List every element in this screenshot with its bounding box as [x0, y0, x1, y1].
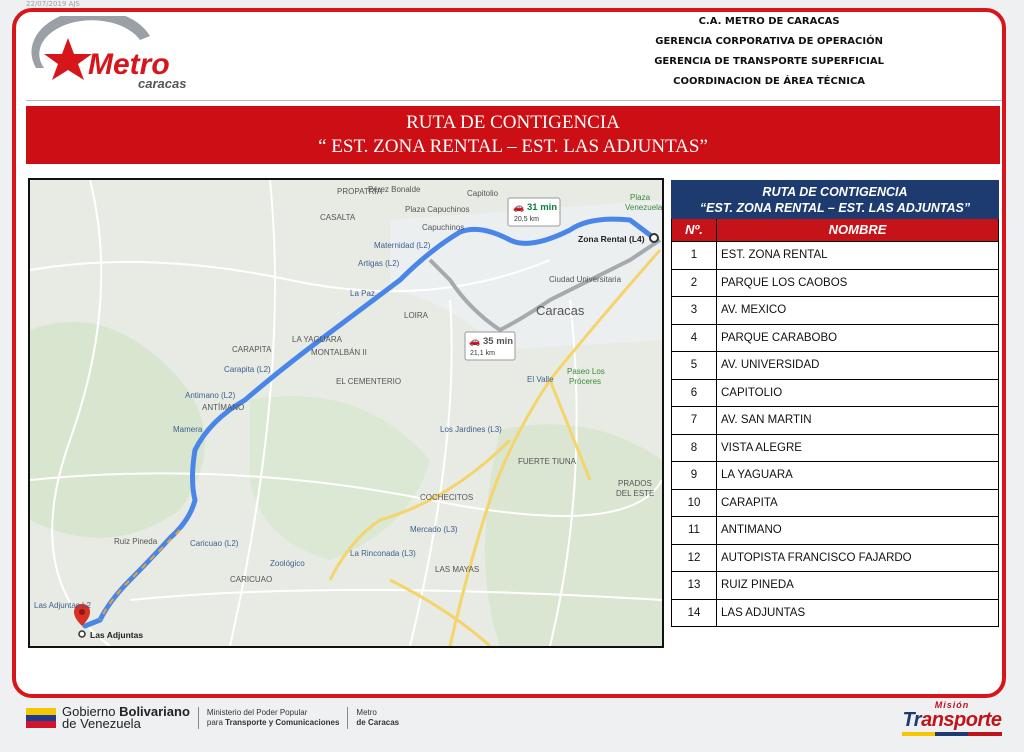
min-line-2b: Transporte y Comunicaciones [225, 718, 340, 727]
map-label: CARAPITA [232, 345, 272, 354]
table-row [671, 517, 999, 545]
map-label: La Paz [350, 289, 375, 298]
gob-line-1b: Bolivariano [119, 704, 190, 719]
map-label: Próceres [569, 377, 602, 386]
row-number: 3 [672, 297, 717, 324]
header-line-2: GERENCIA CORPORATIVA DE OPERACIÓN [655, 36, 883, 47]
map-label: PRADOS [618, 479, 652, 488]
header-line-1: C.A. METRO DE CARACAS [698, 16, 840, 27]
row-number: 1 [672, 242, 717, 269]
map-label: CARICUAO [230, 575, 273, 584]
map-label: Paseo Los [567, 367, 605, 376]
table-row [671, 297, 999, 325]
map-label: MONTALBÁN II [311, 348, 367, 357]
map-label: PROPATRIA [337, 187, 383, 196]
row-number: 4 [672, 325, 717, 352]
map-label: EL CEMENTERIO [336, 377, 402, 386]
table-row [671, 325, 999, 353]
table-title [671, 180, 999, 219]
row-number: 14 [672, 600, 717, 627]
end-marker [79, 631, 85, 637]
route-map[interactable] [28, 178, 664, 648]
title-banner [26, 106, 1000, 164]
map-label: LAS MAYAS [435, 565, 480, 574]
map-label: Carapita (L2) [224, 365, 271, 374]
footer-separator [198, 707, 199, 729]
map-label: LOIRA [404, 311, 429, 320]
row-name: AV. MEXICO [721, 304, 787, 316]
min-line-1: Ministerio del Poder Popular [206, 708, 308, 717]
row-number: 13 [672, 572, 717, 599]
header-divider [26, 100, 1002, 101]
footer-government [26, 706, 399, 730]
route-time: 31 min [527, 202, 558, 213]
start-marker[interactable] [650, 234, 658, 242]
date-stamp: 22/07/2019 AJS [26, 0, 80, 8]
row-name: AUTOPISTA FRANCISCO FAJARDO [721, 551, 912, 564]
row-name: RUIZ PINEDA [721, 579, 794, 591]
route-stops-table [671, 180, 999, 627]
row-number: 11 [672, 517, 717, 544]
map-label: Maternidad (L2) [374, 241, 431, 250]
row-name: CAPITOLIO [721, 386, 783, 399]
row-name: LA YAGUARA [721, 469, 793, 481]
table-row [671, 572, 999, 600]
map-label: Pérez Bonalde [368, 185, 421, 194]
map-label: DEL ESTE [616, 489, 655, 498]
map-label: ANTÍMANO [202, 403, 245, 412]
row-name: CARAPITA [721, 496, 778, 509]
map-label: Capuchinos [422, 223, 465, 232]
car-icon: 🚗 [469, 337, 481, 347]
row-number: 8 [672, 435, 717, 462]
banner-line-1: RUTA DE CONTIGENCIA [406, 112, 620, 133]
row-name: AV. UNIVERSIDAD [721, 359, 820, 371]
table-row [671, 270, 999, 298]
map-label: Mamera [173, 425, 203, 434]
logo-sub: caracas [138, 76, 187, 91]
alt-route-distance: 21,1 km [470, 350, 495, 357]
min-line-2a: para [206, 718, 223, 727]
car-icon: 🚗 [513, 203, 525, 213]
table-row [671, 407, 999, 435]
map-label: CASALTA [320, 213, 356, 222]
row-number: 12 [672, 545, 717, 572]
header-org-lines [654, 12, 884, 92]
row-number: 7 [672, 407, 717, 434]
table-row [671, 490, 999, 518]
row-number: 2 [672, 270, 717, 297]
map-label: COCHECITOS [420, 493, 474, 502]
map-label: Mercado (L3) [410, 525, 458, 534]
venezuela-flag-icon [26, 708, 56, 728]
map-label: Los Jardines (L3) [440, 425, 502, 434]
map-label: Ciudad Universitaria [549, 275, 622, 284]
mision-transporte-logo [902, 700, 1002, 736]
map-label: Capitolio [467, 189, 499, 198]
row-name: PARQUE CARABOBO [721, 331, 838, 344]
alt-route-callout[interactable] [465, 332, 515, 360]
table-row [671, 462, 999, 490]
row-name: AV. SAN MARTIN [721, 414, 812, 426]
route-distance: 20,5 km [514, 216, 539, 223]
ministerio-text [207, 708, 340, 728]
table-body [671, 242, 999, 627]
table-row [671, 380, 999, 408]
logo-word: Metro [88, 48, 170, 81]
row-name: LAS ADJUNTAS [721, 606, 806, 619]
row-number: 9 [672, 462, 717, 489]
metro-footer-text [356, 708, 399, 728]
end-label: Las Adjuntas [90, 630, 144, 640]
col-number-header: Nº. [672, 219, 717, 241]
table-row [671, 435, 999, 463]
gob-line-2: de Venezuela [62, 716, 141, 731]
map-label: Ruiz Pineda [114, 537, 158, 546]
mision-color-bar [902, 732, 1002, 736]
gob-line-1a: Gobierno [62, 704, 116, 719]
table-row [671, 545, 999, 573]
map-label: Zoológico [270, 559, 305, 568]
metro-line-1: Metro [356, 708, 377, 717]
alt-route-time: 35 min [483, 336, 514, 347]
map-label: Venezuela [625, 203, 662, 212]
start-label: Zona Rental (L4) [578, 234, 645, 244]
row-number: 10 [672, 490, 717, 517]
map-label: El Valle [527, 375, 554, 384]
footer-separator [347, 707, 348, 729]
row-number: 6 [672, 380, 717, 407]
row-name: EST. ZONA RENTAL [721, 249, 828, 261]
map-label: Plaza Capuchinos [405, 205, 470, 214]
table-row [671, 242, 999, 270]
map-label: Las Adjuntas L2 [34, 601, 91, 610]
table-row [671, 600, 999, 628]
mision-b: ansporte [921, 709, 1002, 731]
table-header-row [671, 219, 999, 242]
map-label: LA YAGUARA [292, 335, 342, 344]
banner-line-2: “ EST. ZONA RENTAL – EST. LAS ADJUNTAS” [318, 136, 708, 157]
map-label: Artigas (L2) [358, 259, 400, 268]
map-label: La Rinconada (L3) [350, 549, 416, 558]
table-title-line-2: “EST. ZONA RENTAL – EST. LAS ADJUNTAS” [699, 201, 971, 215]
table-title-line-1: RUTA DE CONTIGENCIA [762, 185, 908, 199]
map-label: Antimano (L2) [185, 391, 236, 400]
table-row [671, 352, 999, 380]
map-label: Plaza [630, 193, 651, 202]
mision-a: Tr [902, 709, 922, 731]
city-label: Caracas [536, 303, 585, 318]
row-name: PARQUE LOS CAOBOS [721, 276, 848, 289]
metro-caracas-logo [30, 16, 206, 92]
row-number: 5 [672, 352, 717, 379]
map-label: FUERTE TIUNA [518, 457, 576, 466]
route-time-callout[interactable] [508, 198, 560, 226]
row-name: ANTIMANO [721, 524, 782, 536]
map-label: Caricuao (L2) [190, 539, 239, 548]
metro-line-2: de Caracas [356, 718, 400, 727]
col-name-header: NOMBRE [828, 222, 887, 237]
mision-top: Misión [934, 700, 970, 710]
header-line-3: GERENCIA DE TRANSPORTE SUPERFICIAL [654, 56, 884, 67]
gobierno-text [62, 706, 190, 730]
row-name: VISTA ALEGRE [721, 441, 802, 454]
header-line-4: COORDINACION DE ÁREA TÉCNICA [673, 76, 866, 87]
